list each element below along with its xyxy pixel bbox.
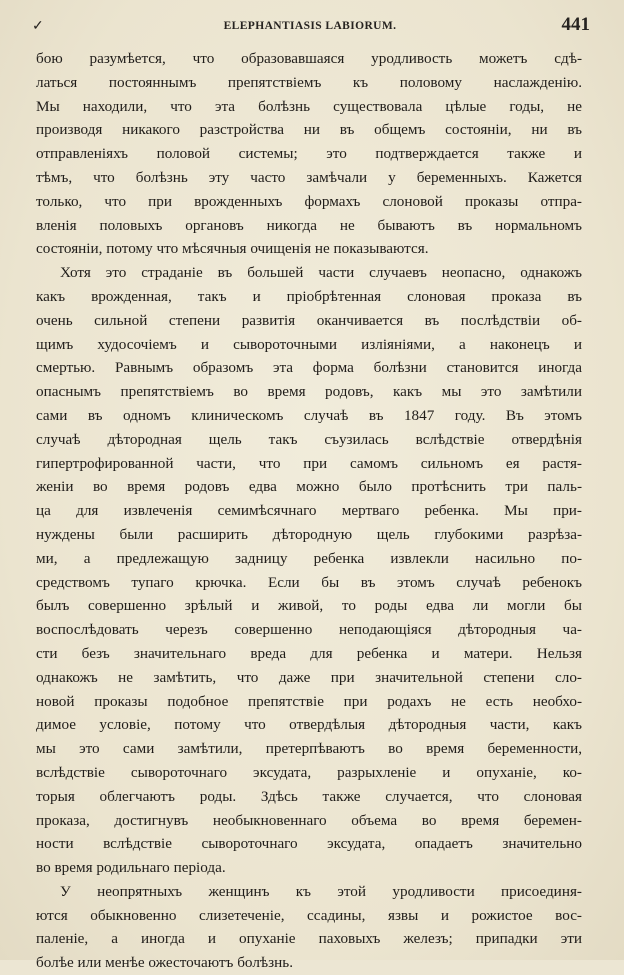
text-line: однакожъ не замѣтить, что даже при значительной степени сло- bbox=[36, 668, 582, 686]
text-line: производя никакого разстройства ни въ общемъ состояніи, ни въ bbox=[36, 121, 582, 139]
text-line: нуждены были расширить дѣтородную щель глубокими разрѣза- bbox=[36, 525, 582, 543]
text-line: гипертрофированной части, что при самомъ сильномъ ея растя- bbox=[36, 454, 582, 472]
text-line: димое условіе, потому что отвердѣлыя дѣтородныя части, какъ bbox=[36, 716, 582, 734]
text-line: проказа, достигнувъ необыкновеннаго объема во время беремен- bbox=[36, 811, 582, 829]
paragraph-3 bbox=[36, 880, 582, 975]
text-line: бою разумѣется, что образовавшаяся уродливость можетъ сдѣ- bbox=[36, 50, 582, 67]
text-line: ми, а предлежащую задницу ребенка извлекли насильно по- bbox=[36, 549, 582, 567]
page-header bbox=[30, 14, 590, 38]
text-line: латься постояннымъ препятствіемъ къ половому наслажденію. bbox=[36, 73, 582, 91]
text-line: торыя облегчаютъ роды. Здѣсь также случается, что слоновая bbox=[36, 787, 582, 805]
running-title: ELEPHANTIASIS LABIORUM. bbox=[223, 20, 397, 32]
text-line: воспослѣдовать черезъ совершенно неподающіяся дѣтородныя ча- bbox=[36, 621, 582, 639]
text-line: средствомъ тупаго крючка. Если бы въ этомъ случаѣ ребенокъ bbox=[36, 573, 582, 591]
text-line: болѣе или менѣе ожесточаютъ болѣзнь. bbox=[36, 954, 293, 972]
text-line: мы это сами замѣтили, претерпѣваютъ во время беременности, bbox=[36, 740, 582, 758]
text-line: какъ врожденная, такъ и пріобрѣтенная слоновая проказа въ bbox=[36, 287, 582, 305]
text-line: состояніи, потому что мѣсячныя очищенія не показываются. bbox=[36, 240, 429, 258]
text-line: ца для извлеченія семимѣсячнаго мертваго ребенка. Мы при- bbox=[36, 502, 582, 520]
text-line: ются обыкновенно слизетеченіе, ссадины, язвы и рожистое вос- bbox=[36, 906, 582, 924]
text-line: паленіе, а иногда и опуханіе паховыхъ железъ; припадки эти bbox=[36, 930, 582, 948]
page-number: 441 bbox=[561, 14, 590, 35]
text-line: вслѣдствіе сывороточнаго эксудата, разрыхленіе и опуханіе, ко- bbox=[36, 763, 582, 781]
text-line: Хотя это страданіе въ большей части случаевъ неопасно, однакожъ bbox=[60, 264, 582, 282]
text-line: сами въ одномъ клиническомъ случаѣ въ 1847 году. Въ этомъ bbox=[36, 406, 582, 424]
text-line: ности вслѣдствіе сывороточнаго эксудата, опадаетъ значительно bbox=[36, 835, 582, 853]
pencil-mark: ✓ bbox=[32, 19, 44, 34]
text-line: щимъ худосочіемъ и сывороточными изліяніями, а наконецъ и bbox=[36, 335, 582, 353]
text-line: только, что при врожденныхъ формахъ слоновой проказы отпра- bbox=[36, 192, 582, 210]
text-line: У неопрятныхъ женщинъ къ этой уродливости присоединя- bbox=[60, 882, 582, 900]
text-line: опаснымъ препятствіемъ во время родовъ, какъ мы это замѣтили bbox=[36, 383, 582, 401]
text-line: смертью. Равнымъ образомъ эта форма болѣзни становится иногда bbox=[36, 359, 582, 377]
text-line: тѣмъ, что болѣзнь эту часто замѣчали у беременныхъ. Кажется bbox=[36, 168, 582, 186]
paragraph-1 bbox=[36, 47, 582, 261]
text-line: отправленіяхъ половой системы; это подтверждается также и bbox=[36, 145, 582, 163]
text-line: вленія половыхъ органовъ никогда не бываютъ въ нормальномъ bbox=[36, 216, 582, 234]
body-text bbox=[36, 47, 582, 975]
text-line: во время родильнаго періода. bbox=[36, 859, 226, 877]
text-line: сти безъ значительнаго вреда для ребенка и матери. Нельзя bbox=[36, 644, 582, 662]
text-line: случаѣ дѣтородная щель такъ съузилась вслѣдствіе отвердѣнія bbox=[36, 430, 582, 448]
text-line: Мы находили, что эта болѣзнь существовала цѣлые годы, не bbox=[36, 97, 582, 115]
text-line: женіи во время родовъ едва можно было протѣснить три паль- bbox=[36, 478, 582, 496]
text-line: былъ совершенно зрѣлый и живой, то роды едва ли могли бы bbox=[36, 597, 582, 615]
paragraph-2 bbox=[36, 261, 582, 880]
text-line: новой проказы подобное препятствіе при родахъ не есть необхо- bbox=[36, 692, 582, 710]
text-line: очень сильной степени развитія оканчивается въ послѣдствіи об- bbox=[36, 311, 582, 329]
